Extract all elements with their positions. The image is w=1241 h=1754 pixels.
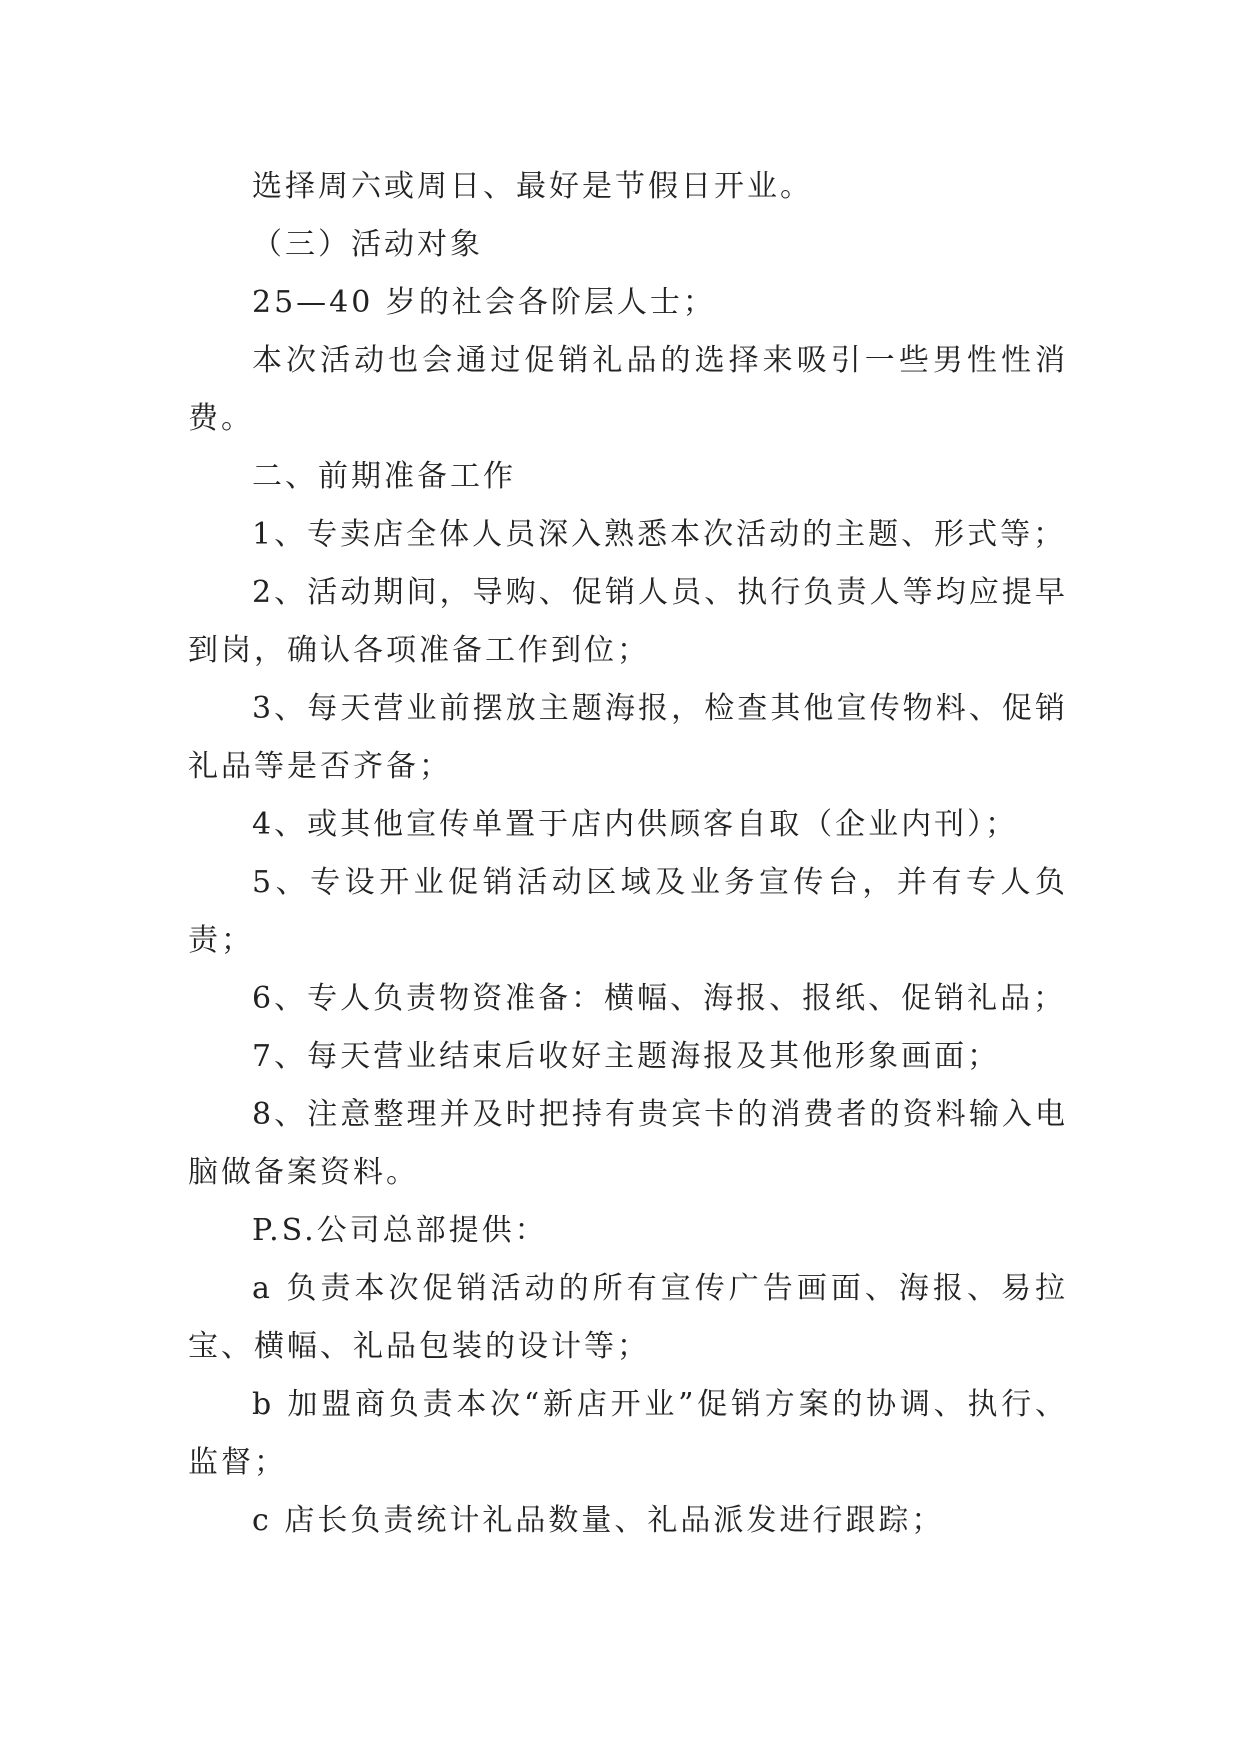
list-item-6: 6、专人负责物资准备：横幅、海报、报纸、促销礼品； [252, 981, 1067, 1016]
list-item-4: 4、或其他宣传单置于店内供顾客自取（企业内刊）； [252, 807, 1019, 842]
paragraph-age-range: 25—40 岁的社会各阶层人士； [252, 285, 716, 320]
list-item-7: 7、每天营业结束后收好主题海报及其他形象画面； [252, 1039, 1001, 1074]
list-item-b: b 加盟商负责本次“新店开业”促销方案的协调、执行、监督； [188, 1387, 1068, 1480]
document-body [188, 158, 1068, 1550]
heading-activity-target: （三）活动对象 [252, 227, 483, 262]
list-item-3: 3、每天营业前摆放主题海报，检查其他宣传物料、促销礼品等是否齐备； [188, 691, 1068, 784]
list-item-2: 2、活动期间，导购、促销人员、执行负责人等均应提早到岗，确认各项准备工作到位； [188, 575, 1068, 668]
list-item-a: a 负责本次促销活动的所有宣传广告画面、海报、易拉宝、横幅、礼品包装的设计等； [188, 1271, 1068, 1364]
paragraph-gift-attraction: 本次活动也会通过促销礼品的选择来吸引一些男性性消费。 [188, 343, 1068, 436]
heading-ps-headquarters: P.S.公司总部提供： [252, 1213, 548, 1248]
list-item-5: 5、专设开业促销活动区域及业务宣传台，并有专人负责； [188, 865, 1068, 958]
list-item-8: 8、注意整理并及时把持有贵宾卡的消费者的资料输入电脑做备案资料。 [188, 1097, 1068, 1190]
list-item-1: 1、专卖店全体人员深入熟悉本次活动的主题、形式等； [252, 517, 1067, 552]
list-item-c: c 店长负责统计礼品数量、礼品派发进行跟踪； [252, 1503, 945, 1538]
heading-preparation: 二、前期准备工作 [252, 459, 516, 494]
paragraph-opening-day: 选择周六或周日、最好是节假日开业。 [252, 169, 813, 204]
